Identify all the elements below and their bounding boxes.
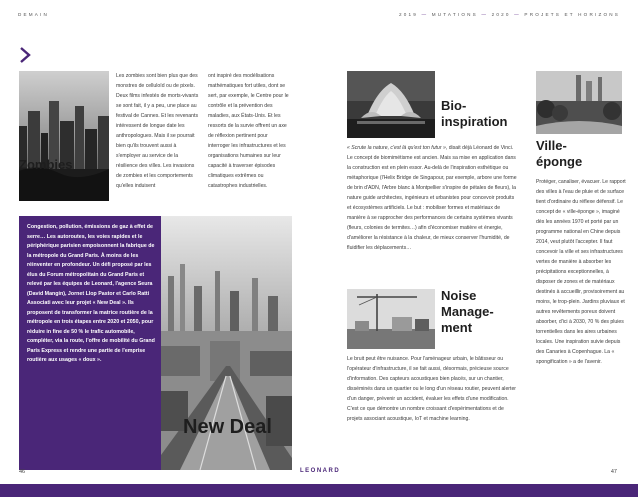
page-number-right: 47	[610, 469, 617, 475]
ville-eponge-title	[536, 138, 582, 170]
zombies-title: Zombies	[19, 157, 73, 172]
noise-title-line1: Noise	[441, 288, 477, 303]
leonard-logo: LEONARD	[300, 468, 341, 474]
newdeal-summary-text: Congestion, pollution, émissions de gaz à effet de serre… Les autoroutes, les voies rapides et le périphérique parisien empoisonnent la fabrique de la métropole du Grand Paris. À moins de les réinventer en profondeur. Un défi proposé par les élus du Forum métropolitain du Grand Paris et relevé par les équipes de Leonard, l'agence Seura (David Mangin), Jornet Llop Pastor et Carlo Ratti Associati avec leur projet « New Deal ». Ils proposent de transformer la matrice routière de la métropole en trois étapes entre 2020 et 2050, pour réduire in fine de 50 % le trafic automobile, compléter, via la route, l'offre de mobilité du Grand Paris Express et rendre une partie de l'emprise routière aux usages « doux ».	[27, 224, 155, 363]
bio-quote: « Scrute la nature, c'est là qu'est ton futur »	[347, 145, 446, 151]
header-dash: —	[514, 12, 521, 17]
noise-management-title	[441, 288, 494, 336]
bio-inspiration-image	[347, 71, 435, 138]
bio-inspiration-title	[441, 98, 507, 130]
chevron-right-icon	[18, 46, 32, 64]
header-year-end: 2020	[488, 12, 515, 17]
zombies-image	[19, 71, 109, 201]
ville-title-line1: Ville-	[536, 138, 567, 153]
noise-title-line3: ment	[441, 320, 473, 335]
ville-eponge-text: Protéger, canaliser, évacuer. Le rapport des villes à l'eau de pluie et de surface tient d'ordinaire du réflexe défensif. Le concept de « ville-éponge », imaginé dès les années 1970 et porté par un programme national en Chine depuis 2014, veut plutôt l'accepter. Il faut concevoir la ville et ses infrastructures vertes de manière à absorber les précipitations exceptionnelles, à disposer de zones et de matériaux destinés à accueillir, provisoirement au moins, le trop-plein. Jardins pluviaux et autres revêtements poreux doivent absorber, d'ici à 2030, 70 % des pluies torrentielles dans les aires urbaines locales. Une inspiration suivie depuis des Canaries à Copenhague. La « spongification » a de l'avenir.	[536, 179, 626, 365]
header-dash: —	[421, 12, 429, 17]
zombies-text-col2: ont inspiré des modélisations mathématiques fort utiles, dont se sert, par exemple, le Centre pour le contrôle et la prévention des maladies, aux États-Unis. Et les ressorts de la survie offrent un axe de réflexion pertinent pour interroger les infrastructures et les organisations humaines sur leur capacité à traverser épisodes climatiques extrêmes ou catastrophes industrielles.	[208, 73, 289, 189]
header-dash: —	[481, 12, 489, 17]
header-projets: PROJETS ET HORIZONS	[520, 12, 620, 17]
noise-title-line2: Manage-	[441, 304, 494, 319]
zombies-text-col1: Les zombies sont bien plus que des monstres de celluloïd ou de pixels. Deux films infestés de morts-vivants se sont fait, il y a peu, une place au festival de Cannes. Et les revenants intéressent de longue date les anthropologues. Mais il se pourrait bien qu'ils trouvent aussi à s'employer au service de la résilience des villes. Les invasions de zombies et les comportements qu'elles induisent	[116, 73, 199, 189]
bio-inspiration-text	[347, 143, 517, 253]
ville-eponge-image	[536, 71, 622, 134]
ville-title-line2: éponge	[536, 154, 583, 169]
header-mutations: MUTATIONS	[428, 12, 482, 17]
bio-body: , disait déjà Léonard de Vinci. Le concept de biomimétisme est ancien. Mais sa mise en application dans la construction est en plein essor. Au-delà de l'inspiration esthétique ou métaphorique (l'Helix Bridge de Singapour, par exemple, arbore une forme de brin d'ADN, l'Arbre blanc à Montpellier s'inspire de pétales de fleurs), la nature guide architectes, ingénieurs et urbanistes pour concevoir produits et écosystèmes artificiels. Le but : mobiliser formes et matériaux de manière à se rapprocher des performances de certains systèmes vivants (fleurs, colonies de termites…) afin d'économiser matière et énergie, d'améliorer la résistance à la chaleur, de mieux conserver l'humidité, de fluidifier les déplacements…	[347, 145, 517, 251]
bio-title-line2: inspiration	[441, 114, 508, 129]
header-year-start: 2019	[398, 12, 422, 17]
bio-title-line1: Bio-	[441, 98, 467, 113]
bottom-color-bar	[0, 484, 638, 497]
noise-management-text: Le bruit peut être nuisance. Pour l'aménageur urbain, le bâtisseur ou l'opérateur d'infrastructure, il se fait aussi, désormais, précieuse source d'information. Des capteurs acoustiques bien placés, sur un chantier, disséminés dans un quartier ou le long d'un réseau routier, peuvent alerter d'un danger, prévenir un accident, évaluer les effets d'une modification. C'est ce que démontre un nombre croissant d'expérimentations et de projets associant acoustique, IoT et machine learning.	[347, 356, 517, 422]
running-header	[399, 12, 620, 17]
newdeal-title: New Deal	[183, 416, 272, 438]
section-label: DEMAIN	[18, 12, 50, 17]
page-number-left: 46	[19, 469, 26, 475]
noise-management-image	[347, 289, 435, 349]
